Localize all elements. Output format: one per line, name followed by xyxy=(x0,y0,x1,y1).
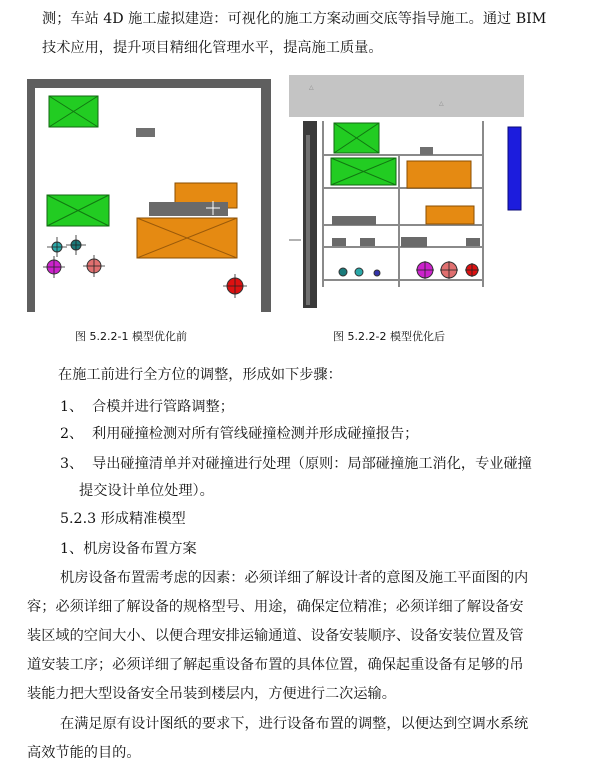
section-heading: 5.2.3 形成精准模型 xyxy=(60,511,186,527)
intro-line-2: 技术应用，提升项目精细化管理水平，提高施工质量。 xyxy=(42,40,383,56)
figure-after-optimization xyxy=(289,75,524,308)
intro-line-1: 测；车站 4D 施工虚拟建造：可视化的施工方案动画交底等指导施工。通过 BIM xyxy=(42,11,547,27)
step-2-number: 2、 xyxy=(60,426,84,442)
para1-line-3: 装区域的空间大小、以便合理安排运输通道、设备安装顺序、设备安装位置及管 xyxy=(27,628,524,644)
section-subheading: 1、机房设备布置方案 xyxy=(60,541,197,557)
figure-before-optimization xyxy=(27,79,271,312)
svg-text:△: △ xyxy=(309,84,314,91)
steps-intro: 在施工前进行全方位的调整，形成如下步骤： xyxy=(58,367,342,383)
para1-line-1: 机房设备布置需考虑的因素：必须详细了解设计者的意图及施工平面图的内 xyxy=(60,570,529,586)
para1-line-2: 容；必须详细了解设备的规格型号、用途，确保定位精准；必须详细了解设备安 xyxy=(27,599,524,615)
para1-line-5: 装能力把大型设备安全吊装到楼层内，方便进行二次运输。 xyxy=(27,686,396,702)
step-1-number: 1、 xyxy=(60,399,84,415)
step-1-text: 合模并进行管路调整； xyxy=(92,399,234,415)
step-3-number: 3、 xyxy=(60,456,84,472)
step-3-text: 导出碰撞清单并对碰撞进行处理（原则：局部碰撞施工消化，专业碰撞 xyxy=(92,456,532,472)
step-3-continued: 提交设计单位处理）。 xyxy=(79,483,214,499)
svg-text:△: △ xyxy=(439,100,444,107)
figure-after-caption: 图 5.2.2-2 模型优化后 xyxy=(333,330,445,343)
para1-line-4: 道安装工序；必须详细了解起重设备布置的具体位置，确保起重设备有足够的吊 xyxy=(27,657,524,673)
para2-line-2: 高效节能的目的。 xyxy=(27,745,141,761)
step-2-text: 利用碰撞检测对所有管线碰撞检测并形成碰撞报告； xyxy=(92,426,419,442)
para2-line-1: 在满足原有设计图纸的要求下，进行设备布置的调整，以便达到空调水系统 xyxy=(60,716,529,732)
figure-before-caption: 图 5.2.2-1 模型优化前 xyxy=(75,330,187,343)
